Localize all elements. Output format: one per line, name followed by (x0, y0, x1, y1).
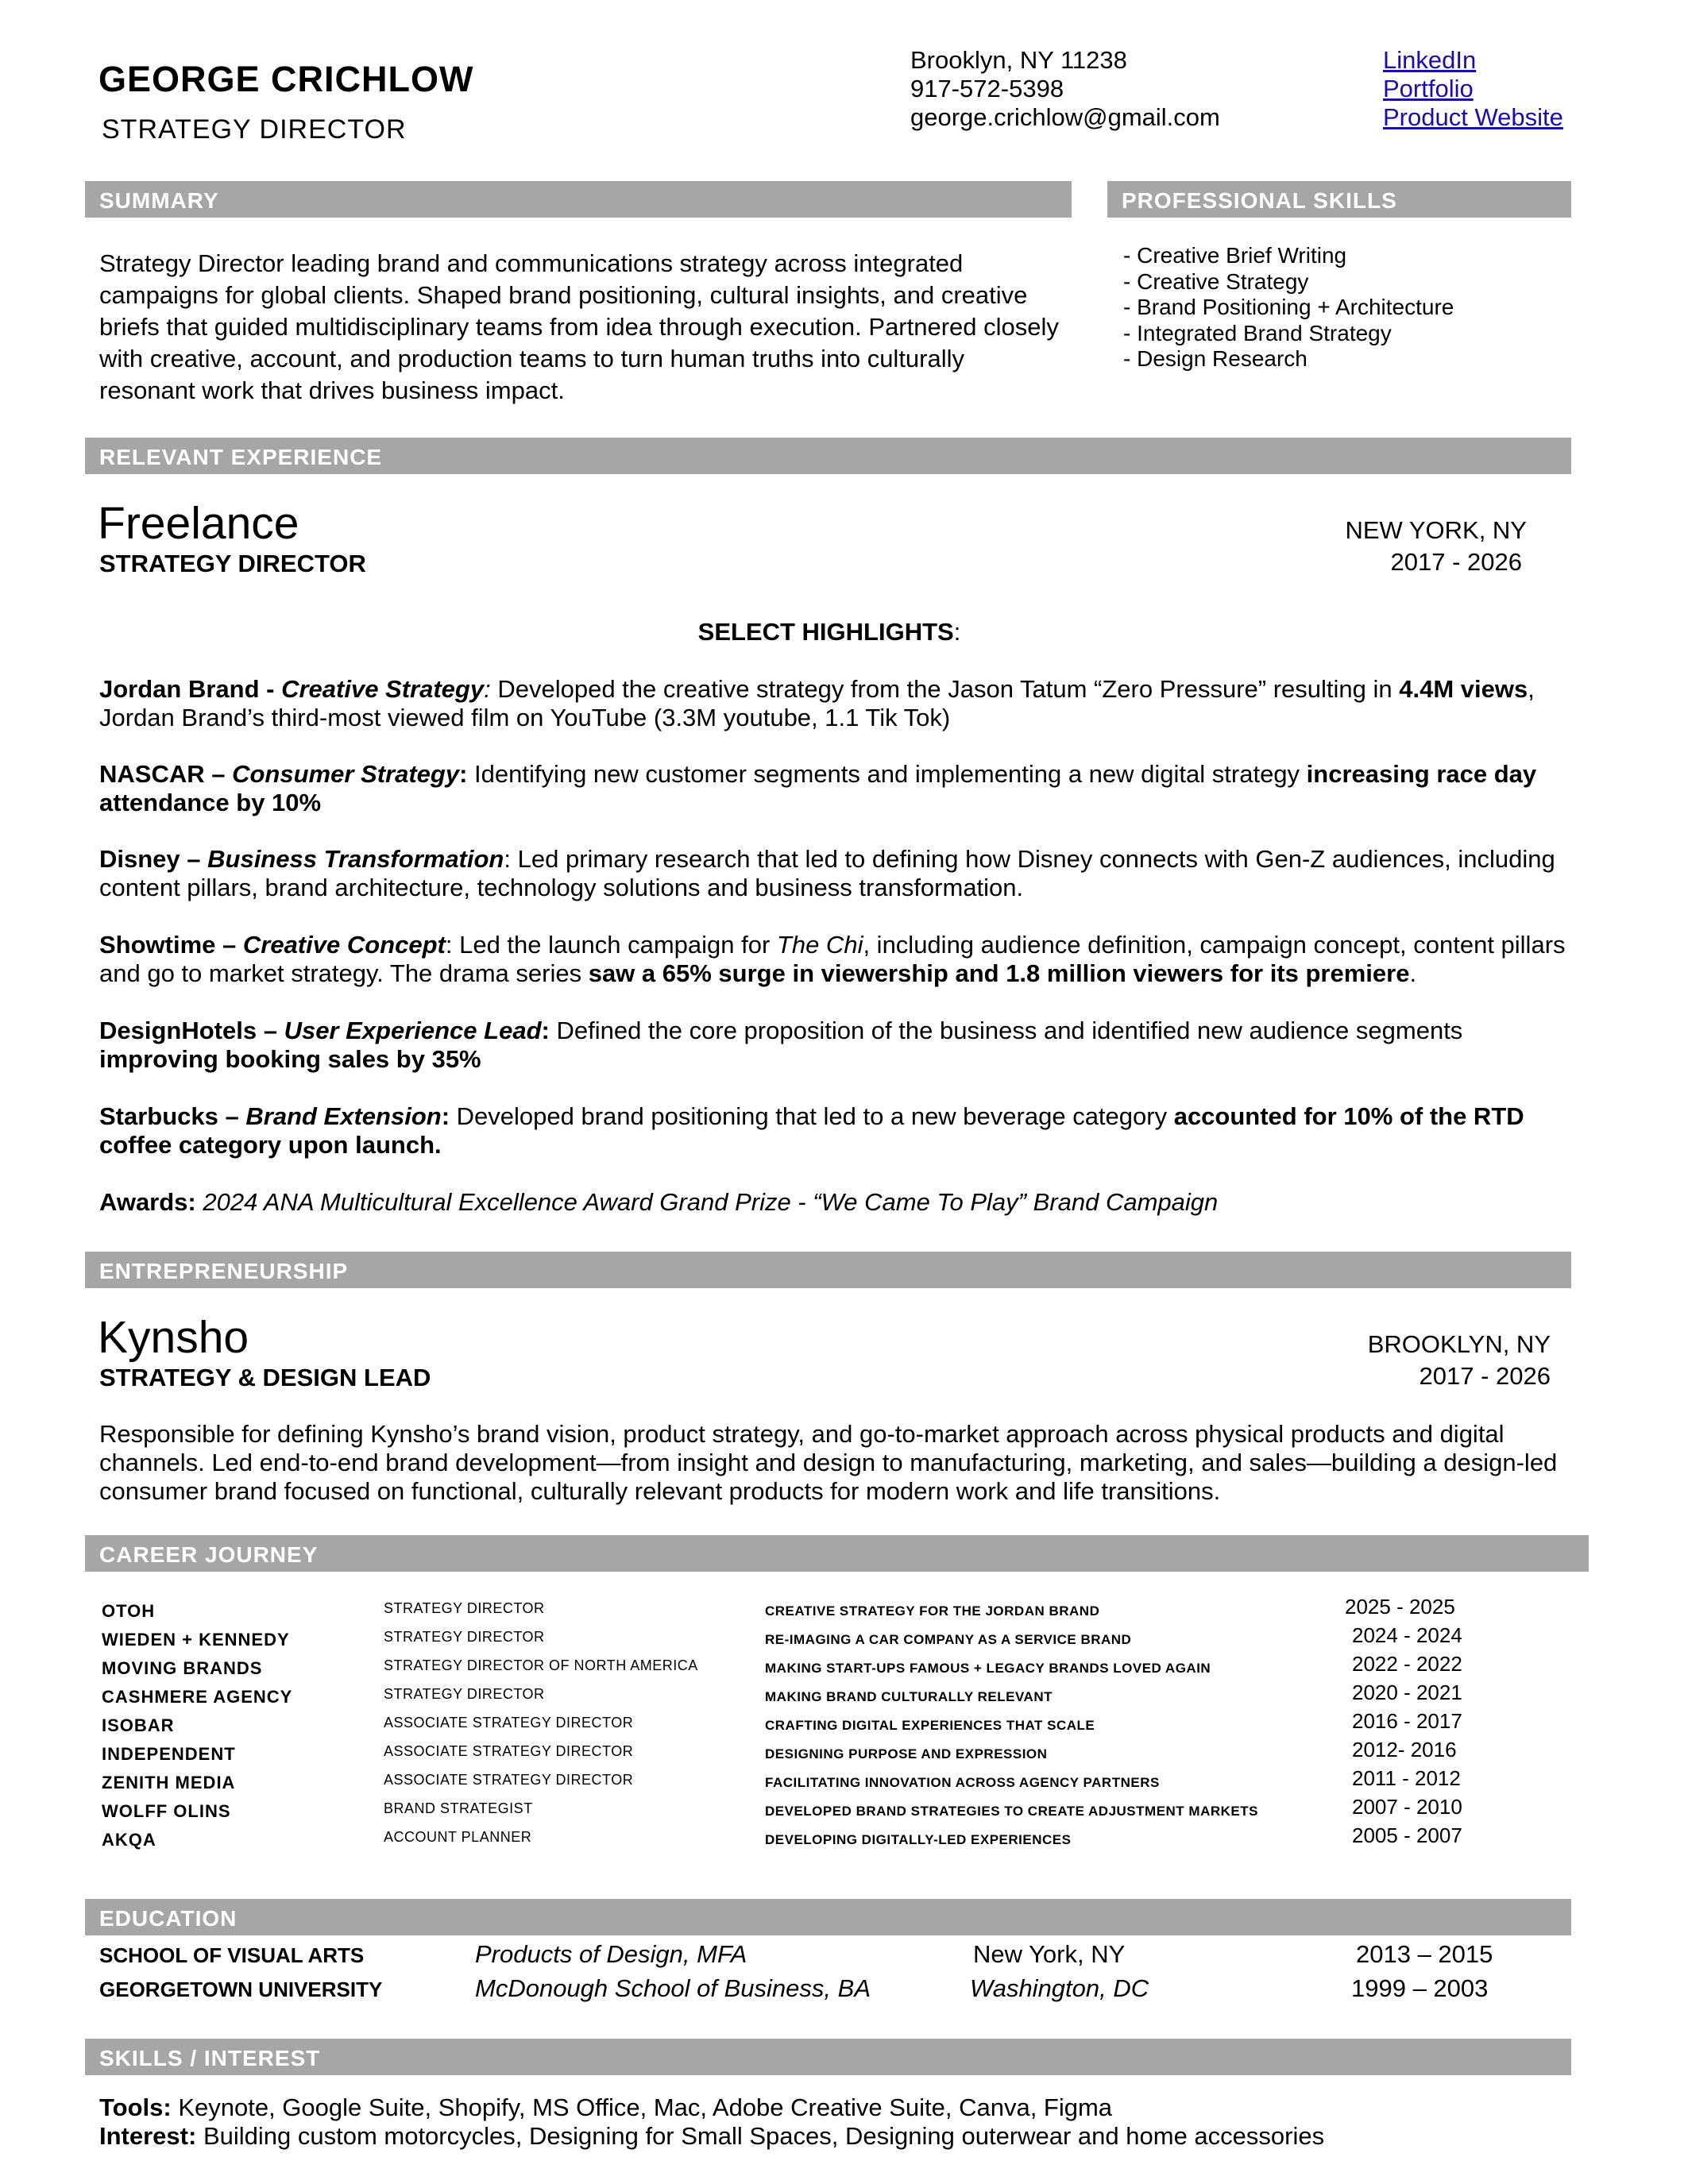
career-dates: 2024 - 2024 (1352, 1623, 1462, 1647)
interest-line (99, 2122, 1569, 2151)
highlight-type: Creative Concept (242, 931, 446, 959)
career-tagline: CRAFTING DIGITAL EXPERIENCES THAT SCALE (765, 1718, 1095, 1733)
highlight-sep: : (504, 845, 511, 873)
freelance-location-dates (1192, 515, 1527, 578)
skill-item: - Brand Positioning + Architecture (1123, 295, 1454, 319)
highlight-sep: : (459, 760, 468, 788)
skill-item: - Integrated Brand Strategy (1123, 320, 1392, 345)
skill-item: - Creative Brief Writing (1123, 243, 1347, 268)
career-role: ASSOCIATE STRATEGY DIRECTOR (384, 1743, 634, 1759)
highlight-type: User Experience Lead (284, 1017, 542, 1044)
career-dates: 2020 - 2021 (1352, 1680, 1462, 1704)
freelance-role: STRATEGY DIRECTOR (99, 550, 366, 577)
highlight-sep: : (445, 931, 453, 959)
highlight-after: . (1409, 959, 1417, 987)
highlight-bold: 4.4M views (1399, 675, 1528, 703)
kynsho-role: STRATEGY & DESIGN LEAD (99, 1364, 431, 1391)
highlight-bold: increasing race day attendance by 10% (99, 760, 1537, 816)
links-block (1383, 46, 1563, 132)
highlight-text: Led the launch campaign for (452, 931, 777, 959)
freelance-dates: 2017 - 2026 (1390, 548, 1522, 576)
highlight-disney (99, 845, 1569, 902)
career-dates: 2007 - 2010 (1352, 1795, 1462, 1819)
career-tagline: FACILITATING INNOVATION ACROSS AGENCY PARTNERS (765, 1775, 1160, 1790)
highlight-designhotels (99, 1017, 1569, 1074)
career-tagline: DEVELOPING DIGITALLY-LED EXPERIENCES (765, 1832, 1072, 1847)
candidate-title: STRATEGY DIRECTOR (102, 114, 407, 145)
skill-item: - Design Research (1123, 346, 1308, 371)
professional-skills-header: PROFESSIONAL SKILLS (1107, 181, 1571, 218)
education-program: McDonough School of Business, BA (475, 1974, 871, 2002)
highlight-text: Developed brand positioning that led to a new beverage category (450, 1102, 1174, 1130)
highlights-heading: SELECT HIGHLIGHTS: (697, 618, 961, 646)
education-school: SCHOOL OF VISUAL ARTS (99, 1943, 365, 1967)
skill-item: - Creative Strategy (1123, 268, 1309, 294)
highlight-text: Developed the creative strategy from the Jason Tatum “Zero Pressure” resulting in (490, 675, 1400, 703)
highlight-italic: The Chi (776, 931, 863, 959)
kynsho-location-dates (1192, 1329, 1551, 1392)
phone: 917-572-5398 (910, 75, 1064, 102)
email: george.crichlow@gmail.com (910, 103, 1220, 131)
product-website-link[interactable]: Product Website (1383, 103, 1563, 131)
highlight-type: Business Transformation (207, 845, 504, 873)
kynsho-location: BROOKLYN, NY (1367, 1330, 1551, 1358)
highlight-starbucks (99, 1102, 1569, 1160)
highlight-text: Identifying new customer segments and implementing a new digital strategy (467, 760, 1307, 788)
career-company: CASHMERE AGENCY (102, 1687, 293, 1707)
highlight-showtime (99, 931, 1569, 988)
career-dates: 2005 - 2007 (1352, 1823, 1462, 1847)
career-role: ASSOCIATE STRATEGY DIRECTOR (384, 1715, 634, 1731)
education-location: Washington, DC (970, 1974, 1149, 2002)
highlight-text2: , including audience definition, campaign concept, content pillars and go to market strategy. The drama series (99, 931, 1566, 987)
linkedin-link[interactable]: LinkedIn (1383, 46, 1477, 74)
career-company: ISOBAR (102, 1715, 175, 1735)
career-role: STRATEGY DIRECTOR (384, 1686, 545, 1702)
summary-header: SUMMARY (85, 181, 1072, 218)
skills-interest-body (99, 2093, 1569, 2151)
highlight-jordan (99, 675, 1569, 732)
career-role: ACCOUNT PLANNER (384, 1829, 532, 1845)
education-table (99, 1939, 1569, 2007)
career-role: BRAND STRATEGIST (384, 1800, 533, 1816)
education-row (99, 1973, 1569, 2007)
career-role: STRATEGY DIRECTOR (384, 1629, 545, 1645)
freelance-location: NEW YORK, NY (1345, 516, 1527, 544)
highlight-nascar (99, 760, 1569, 817)
highlight-sep: : (441, 1102, 450, 1130)
highlight-type: Brand Extension (245, 1102, 442, 1130)
kynsho-description: Responsible for defining Kynsho’s brand vision, product strategy, and go-to-market approach across physical products and digital channels. Led end-to-end brand development—from insight and design to manufacturing, marketing, and sales—building a design-led consumer brand focused on functional, culturally relevant products for modern work and life transitions. (99, 1420, 1558, 1505)
education-dates: 1999 – 2003 (1351, 1974, 1489, 2002)
career-tagline: MAKING BRAND CULTURALLY RELEVANT (765, 1689, 1053, 1704)
highlight-after: , Jordan Brand’s third-most viewed film on YouTube (3.3M youtube, 1.1 Tik Tok) (99, 675, 1535, 731)
candidate-name: GEORGE CRICHLOW (98, 59, 474, 99)
highlight-client: Disney – (99, 845, 208, 873)
career-tagline: CREATIVE STRATEGY FOR THE JORDAN BRAND (765, 1603, 1100, 1619)
portfolio-link[interactable]: Portfolio (1383, 75, 1474, 102)
highlight-bold: saw a 65% surge in viewership and 1.8 million viewers for its premiere (588, 959, 1410, 987)
highlight-client: DesignHotels – (99, 1017, 284, 1044)
kynsho-dates: 2017 - 2026 (1419, 1362, 1551, 1390)
highlight-sep: : (541, 1017, 550, 1044)
tools-line (99, 2093, 1569, 2122)
freelance-company: Freelance (98, 498, 299, 549)
awards-text: 2024 ANA Multicultural Excellence Award Grand Prize - “We Came To Play” Brand Campaign (203, 1188, 1219, 1216)
career-company: ZENITH MEDIA (102, 1773, 236, 1792)
highlight-client: Jordan Brand - (99, 675, 282, 703)
career-dates: 2016 - 2017 (1352, 1709, 1462, 1733)
career-dates: 2025 - 2025 (1345, 1595, 1455, 1619)
summary-body: leading brand and communications strategy across integrated campaigns for global clients. Shaped brand positioning, cultural insights, and creative briefs that guided multidisciplinary teams from idea through execution. Partnered closely with creative, account, and production teams to turn human truths into culturally resonant work that drives business impact. (99, 249, 1059, 404)
summary-text (99, 248, 1064, 407)
education-row (99, 1939, 1569, 1973)
career-tagline: MAKING START-UPS FAMOUS + LEGACY BRANDS LOVED AGAIN (765, 1661, 1211, 1676)
highlight-type: Consumer Strategy (232, 760, 460, 788)
career-company: WOLFF OLINS (102, 1801, 231, 1821)
highlight-bold: accounted for 10% of the RTD coffee category upon launch. (99, 1102, 1524, 1159)
awards-label: Awards: (99, 1188, 196, 1216)
highlight-sep: : (484, 675, 491, 703)
education-school: GEORGETOWN UNIVERSITY (99, 1978, 383, 2001)
entrepreneurship-header: ENTREPRENEURSHIP (85, 1252, 1571, 1288)
highlight-type: Creative Strategy (281, 675, 485, 703)
career-tagline: RE-IMAGING A CAR COMPANY AS A SERVICE BRAND (765, 1632, 1132, 1647)
education-location: New York, NY (973, 1940, 1126, 1968)
career-company: MOVING BRANDS (102, 1658, 263, 1678)
career-role: STRATEGY DIRECTOR OF NORTH AMERICA (384, 1657, 698, 1673)
tools-label: Tools: (99, 2093, 172, 2121)
kynsho-company: Kynsho (98, 1312, 249, 1363)
career-company: OTOH (102, 1601, 156, 1621)
address: Brooklyn, NY 11238 (910, 46, 1127, 74)
highlight-client: Starbucks – (99, 1102, 246, 1130)
highlight-text: Defined the core proposition of the business and identified new audience segments (549, 1017, 1463, 1044)
interest-label: Interest: (99, 2122, 197, 2150)
tools-text: Keynote, Google Suite, Shopify, MS Office, Mac, Adobe Creative Suite, Canva, Figma (178, 2093, 1113, 2121)
career-journey-header: CAREER JOURNEY (85, 1535, 1589, 1572)
awards-line (99, 1188, 1569, 1217)
highlight-client: Showtime – (99, 931, 243, 959)
career-tagline: DEVELOPED BRAND STRATEGIES TO CREATE ADJUSTMENT MARKETS (765, 1804, 1258, 1819)
career-dates: 2022 - 2022 (1352, 1652, 1462, 1676)
career-company: AKQA (102, 1830, 156, 1850)
career-role: ASSOCIATE STRATEGY DIRECTOR (384, 1772, 634, 1788)
career-company: INDEPENDENT (102, 1744, 236, 1764)
career-row (102, 1823, 1579, 1854)
interest-text: Building custom motorcycles, Designing for Small Spaces, Designing outerwear and home accessories (203, 2122, 1325, 2150)
professional-skills-list (1123, 243, 1454, 372)
highlight-bold: improving booking sales by 35% (99, 1045, 481, 1073)
relevant-experience-header: RELEVANT EXPERIENCE (85, 438, 1571, 474)
career-journey-table (102, 1597, 1579, 1854)
highlight-client: NASCAR – (99, 760, 233, 788)
highlights-heading-text: SELECT HIGHLIGHTS (697, 618, 954, 646)
skills-interest-header: SKILLS / INTEREST (85, 2039, 1571, 2075)
career-dates: 2011 - 2012 (1352, 1766, 1461, 1790)
education-program: Products of Design, MFA (475, 1940, 747, 1968)
career-role: STRATEGY DIRECTOR (384, 1600, 545, 1616)
contact-block (910, 46, 1220, 132)
career-company: WIEDEN + KENNEDY (102, 1630, 290, 1650)
summary-lead: Strategy Director (99, 249, 284, 277)
highlight-text: Led primary research that led to defining how Disney connects with Gen-Z audiences, including content pillars, brand architecture, technology solutions and business transformation. (99, 845, 1555, 901)
career-tagline: DESIGNING PURPOSE AND EXPRESSION (765, 1746, 1048, 1761)
career-dates: 2012- 2016 (1352, 1738, 1457, 1761)
education-header: EDUCATION (85, 1899, 1571, 1935)
education-dates: 2013 – 2015 (1356, 1940, 1493, 1968)
